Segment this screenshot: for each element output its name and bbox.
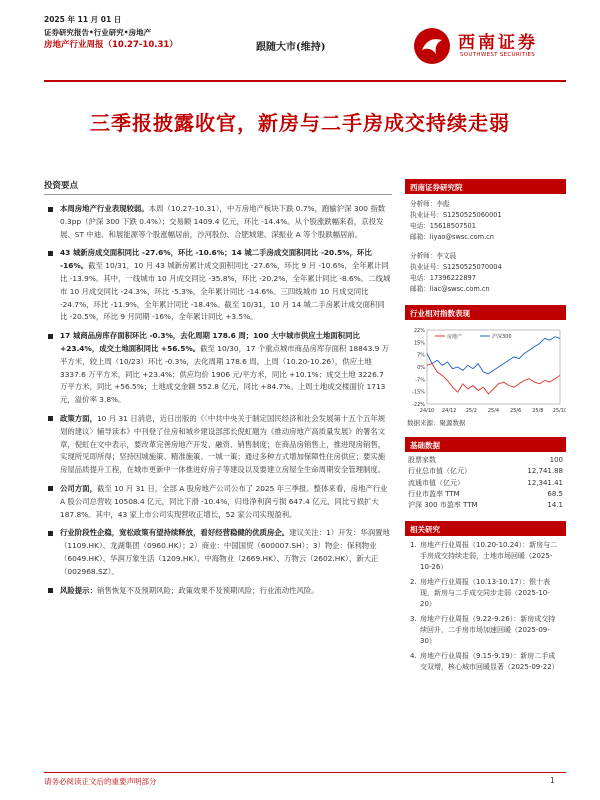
series-line-1 (427, 337, 560, 374)
rating: 跟随大市(维持) (256, 42, 326, 53)
basic-data-key: 行业总市值（亿元） (408, 467, 471, 476)
key-point-text: 建议关注：1）开发：华润置地（1109.HK）、龙湖集团（0960.HK）；2）商业：中国国贸（600007.SH）；3）物企：保利物业（6049.HK）、华润万象生活（1209.HK）、中海物业（2669.HK）、万物云（2602.HK）、新大正（002968.SZ）。 (60, 528, 390, 576)
analyst-name: 分析师：李彪 (410, 200, 450, 208)
chart-heading: 行业相对指数表现 (405, 305, 566, 320)
related-research-text: 房地产行业周报（10.20-10.24）：新房与二手房成交持续走弱，土地市场回暖（2025-10-26） (420, 541, 558, 572)
related-research-item[interactable] (410, 614, 561, 647)
x-tick-label: 25/10 (552, 408, 566, 414)
footer-divider (44, 772, 566, 773)
main-content (44, 179, 392, 603)
report-name: 房地产行业周报（10.27-10.31） (44, 40, 178, 50)
basic-data-row (405, 478, 566, 489)
logo-subtext: SOUTHWEST SECURITIES (460, 52, 536, 58)
key-point-text: 10 月 31 日消息，近日出版的《〈中共中央关于制定国民经济和社会发展第十五个五年规划的建议〉辅导读本》中刊登了住房和城乡建设部部长倪虹题为《推动房地产高质量发展》的署名文章，倪虹在文中表示，要改革完善房地产开发、融资、销售制度；在商品房销售上，推进现房销售，实现所见即所得；坚持因城施策、精准施策、一城一策；通过多种方式增加保障性住房供应；要实施房屋品质提升工程，在城市更新中一体推进好房子等建设以及要建立房屋全生命周期安全管理制度。 (60, 413, 386, 475)
x-tick-label: 25/8 (532, 408, 544, 414)
related-research-item[interactable] (410, 540, 561, 573)
basic-data-row (405, 466, 566, 477)
related-heading: 相关研究 (405, 521, 566, 536)
x-tick-label: 25/6 (510, 408, 522, 414)
key-point-text: 截至 10/30，17 个重点城市商品房库存面积 18843.9 万平方米，较上周（10/23）环比 -0.3%，去化周期 178.6 周。上周（10.20-10.26），供应土地 3337.6 万平方米，同比 +23.4%；供应均价 1906 元/平方米，同比 +10.1%；成交土地 3226.7 万平方米，同比 +56.5%；土地成交金额 552.8 亿元，同比 +84.7%。上周土地成交楼面价 1713 元，溢价率 3.8%。 (60, 343, 390, 405)
relative-index-chart (405, 324, 566, 416)
research-heading: 西南证券研究院 (405, 179, 566, 194)
y-tick-label: -22% (412, 402, 425, 408)
basic-data-row (405, 489, 566, 500)
header-divider (44, 80, 566, 82)
key-point-item (44, 413, 392, 477)
analyst-email[interactable]: 邮箱：liac@swsc.com.cn (410, 285, 490, 293)
series-line-0 (427, 364, 560, 394)
y-tick-label: -7% (415, 377, 425, 384)
logo-emblem-icon (414, 28, 450, 64)
analyst-info (405, 194, 566, 295)
basic-data-value: 68.5 (547, 489, 563, 498)
basic-data-list (405, 452, 566, 511)
report-date: 2025 年 11 月 01 日 (44, 15, 122, 24)
legend-label-1: 沪深300 (492, 334, 512, 340)
report-title: 三季报披露收官，新房与二手房成交持续走弱 (90, 111, 510, 135)
key-point-bold: 风险提示： (60, 585, 97, 595)
analyst-phone: 电话：17396222897 (410, 274, 476, 282)
legend-label-0: 房地产 (447, 334, 463, 340)
x-tick-label: 25/4 (487, 408, 500, 414)
footer-disclaimer: 请务必阅读正文后的重要声明部分 (44, 777, 157, 786)
key-point-bold: 政策方面， (60, 413, 97, 423)
basic-data-key: 沪深 300 市盈率 TTM (408, 501, 478, 510)
key-point-item (44, 585, 392, 598)
key-point-bold: 本周房地产行业表现较弱。 (60, 204, 149, 213)
y-tick-label: 22% (413, 328, 425, 334)
key-point-item (44, 247, 392, 324)
related-research-list (405, 536, 566, 681)
basic-data-value: 12,741.88 (527, 467, 563, 476)
basic-data-row (405, 500, 566, 511)
key-point-bold: 公司方面， (60, 483, 97, 493)
key-point-bold: 行业阶段性企稳，宽松政策有望持续释放，看好经营稳健的优质房企。 (60, 528, 290, 538)
key-point-text: 截至 10/31，10 月 43 城新房累计成交面积同比 -27.6%，环比 9 月 -10.6%，全年累计同比 -13.9%。其中，一线城市 10 月成交同比 -35.8%，环比 -20.2%，全年累计同比 -8.6%。二线城市 10 月成交同比 -24.3%，环比 -5.3%，全年累计同比 -14.6%。三四线城市 10 月成交同比 -24.7%，环比 -11.9%，全年累计同比 -18.4%。截至 10/31，10 月 14 城二手房累计成交面积同比 -20.5%，环比 9 月同期 -16%，全年累计同比 +3.5%。 (60, 261, 391, 322)
basic-data-value: 100 (549, 456, 563, 464)
key-point-text: 本周（10.27-10.31），中万房地产板块下跌 0.7%，跑输沪深 300 指数 0.3pp（沪深 300 下跌 0.4%）；交易额 1409.4 亿元，环比 -14.4%。从个股涨跌幅来看，京投发展、ST 中迪、和展能源等个股涨幅居前，沙河股份、合肥城建、深振业 A 等个股跌幅居前。 (60, 204, 386, 239)
related-research-text: 房地产行业周报（10.13-10.17）：银十表现，新房与二手成交同步走弱（2025-10-20） (420, 578, 551, 609)
basic-data-value: 12,341.41 (527, 478, 563, 487)
y-tick-label: 7% (417, 352, 425, 359)
chart-source: 数据来源：聚源数据 (407, 419, 466, 427)
related-research-num: 4. (410, 652, 417, 661)
related-research-num: 2. (410, 578, 417, 587)
key-point-item (44, 330, 392, 407)
key-point-item (44, 527, 392, 578)
analyst-cert: 执业证号：S1250525070004 (410, 263, 502, 271)
key-point-item (44, 483, 392, 521)
chart-frame (427, 330, 560, 404)
key-point-bold: 17 城商品房库存面积环比 -0.3%，去化周期 178.6 周；100 大中城市供应土地面积同比 +23.4%，成交土地面积同比 +56.5%。 (60, 331, 360, 353)
related-research-item[interactable] (410, 577, 561, 610)
section-heading: 投资要点 (44, 179, 392, 195)
sidebar (405, 179, 566, 681)
page-number: 1 (550, 776, 555, 785)
key-points-list (44, 203, 392, 597)
basic-data-heading: 基础数据 (405, 437, 566, 452)
basic-data-row (405, 455, 566, 466)
key-point-item (44, 203, 392, 241)
y-tick-label: 0% (417, 365, 425, 371)
report-category: 证券研究报告•行业研究•房地产 (44, 28, 152, 37)
analyst-name: 分析师：李文晨 (410, 252, 457, 260)
y-tick-label: -15% (412, 389, 425, 396)
logo-text: 西南证券 (458, 33, 538, 53)
y-tick-label: 15% (413, 340, 425, 347)
company-logo (414, 24, 564, 68)
analyst-phone: 电话：15618507501 (410, 222, 476, 230)
related-research-num: 3. (410, 615, 417, 624)
basic-data-key: 流通市值（亿元） (408, 478, 464, 487)
analyst-cert: 执业证号：S1250525060001 (410, 211, 502, 219)
basic-data-key: 股票家数 (408, 456, 436, 464)
analyst-email[interactable]: 邮箱：liyao@swsc.com.cn (410, 233, 494, 241)
key-point-text: 截至 10 月 31 日，全部 A 股房地产公司公布了 2025 年三季报。整体来看，房地产行业 A 股公司总营收 10508.4 亿元，同比下滑 -10.4%，归母净利润亏损 647.4 亿元，同比亏损扩大 187.8%。其中，43 家上市公司实现营收正增长，52 家公司实现盈利。 (60, 483, 388, 519)
x-tick-label: 25/2 (465, 408, 477, 414)
x-tick-label: 24/10 (419, 408, 435, 414)
basic-data-value: 14.1 (547, 501, 563, 510)
x-tick-label: 24/12 (441, 408, 457, 414)
related-research-num: 1. (410, 541, 417, 550)
related-research-text: 房地产行业周报（9.15-9.19）：新房二手成交双增，核心城市回暖显著（2025-09-22） (420, 652, 559, 672)
header-meta (44, 13, 178, 52)
key-point-text: 销售恢复不及预期风险；政策效果不及预期风险；行业流动性风险。 (96, 585, 319, 595)
key-point-bold: 43 城新房成交面积同比 -27.6%，环比 -10.6%；14 城二手房成交面积同比 -20.5%，环比 -16%。 (60, 248, 372, 271)
basic-data-key: 行业市盈率 TTM (408, 489, 460, 498)
chart-svg (405, 324, 566, 416)
related-research-text: 房地产行业周报（9.22-9.26）：新房成交持续回升，二手房市场加速回暖（2025-09-30） (420, 615, 556, 646)
related-research-item[interactable] (410, 651, 561, 673)
